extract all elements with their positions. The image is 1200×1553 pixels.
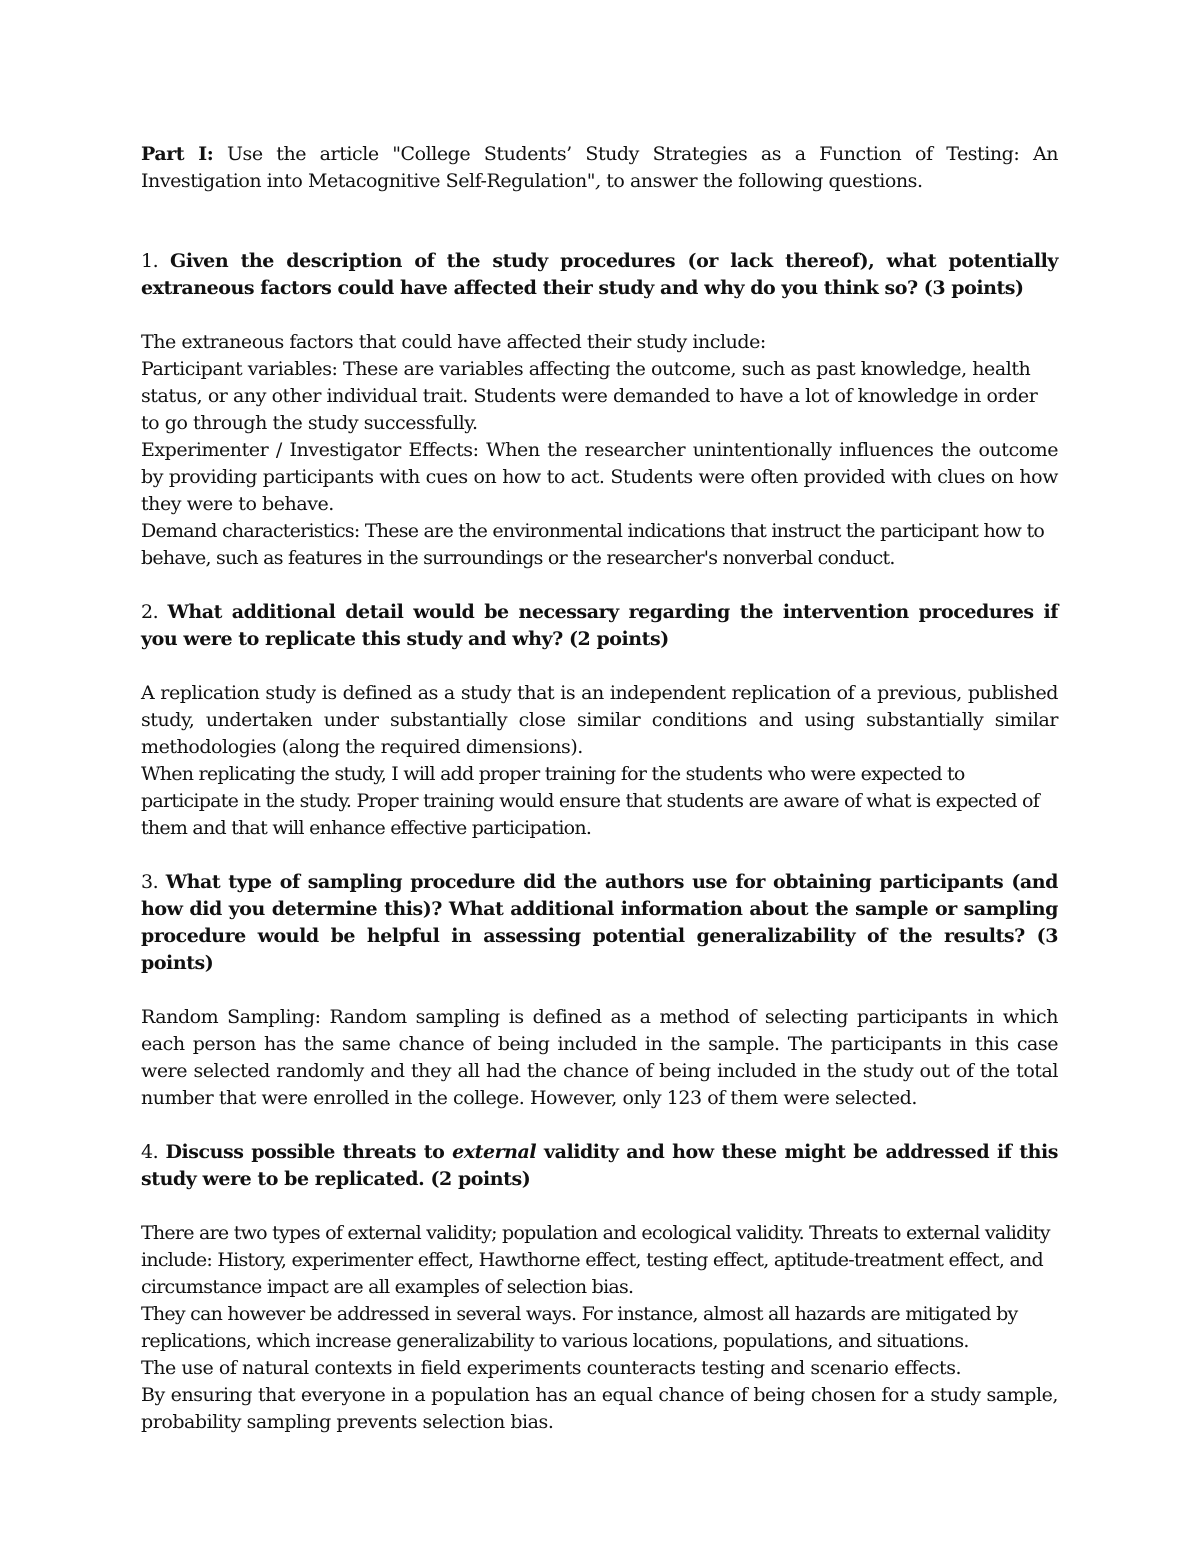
question-number: 3.: [141, 871, 166, 893]
document-page: [141, 141, 1058, 1436]
answer-line: By ensuring that everyone in a population has an equal chance of being chosen for a study sample, probability sampling prevents selection bias.: [141, 1384, 1058, 1433]
answer-line: A replication study is defined as a study that is an independent replication of a previous, published study, undertaken under substantially close similar conditions and using substantially similar methodologies (along the required dimensions).: [141, 682, 1058, 758]
answer-line: There are two types of external validity; population and ecological validity. Threats to external validity include: History, experimenter effect, Hawthorne effect, testing effect, aptitude-treatment effect, and circumstance impact are all examples of selection bias.: [141, 1222, 1050, 1298]
question-number: 1.: [141, 250, 171, 272]
question-4: [141, 1139, 1058, 1193]
question-number: 4.: [141, 1141, 166, 1163]
intro-comma: ,: [595, 170, 601, 192]
answer-line: Participant variables: These are variables affecting the outcome, such as past knowledge, health status, or any other individual trait. Students were demanded to have a lot of knowledge in order to go through the study successfully.: [141, 358, 1038, 434]
intro-paragraph: [141, 141, 1058, 195]
answer-line: Random Sampling: Random sampling is defined as a method of selecting participants in which each person has the same chance of being included in the sample. The participants in this case were selected randomly and they all had the chance of being included in the study out of the total number that were enrolled in the college. However, only 123 of them were selected.: [141, 1006, 1058, 1109]
question-text: What type of sampling procedure did the authors use for obtaining participants (and how did you determine this)? What additional information about the sample or sampling procedure would be helpful in assessing potential generalizability of the results? (3 points): [141, 871, 1058, 974]
intro-text: Use the article "College Students’ Study Strategies as a Function of Testing: An Investigation into Metacognitive Self-Regulation": [141, 143, 1059, 192]
question-1: [141, 248, 1058, 302]
answer-line: The extraneous factors that could have affected their study include:: [141, 331, 766, 353]
answer-line: Experimenter / Investigator Effects: When the researcher unintentionally influences the outcome by providing participants with cues on how to act. Students were often provided with clues on how they were to behave.: [141, 439, 1058, 515]
question-3: [141, 869, 1058, 977]
question-emphasis: external: [452, 1141, 537, 1163]
part-label: Part I:: [141, 143, 214, 165]
question-number: 2.: [141, 601, 168, 623]
question-text: Given the description of the study procedures (or lack thereof), what potentially extraneous factors could have affected their study and why do you think so? (3 points): [141, 250, 1058, 299]
answer-line: Demand characteristics: These are the environmental indications that instruct the participant how to behave, such as features in the surroundings or the researcher's nonverbal conduct.: [141, 520, 1045, 569]
intro-text-end: to answer the following questions.: [600, 170, 923, 192]
question-text-end: validity and how these might be addressed if this study were to be replicated. (2 points): [141, 1141, 1058, 1190]
question-text: What additional detail would be necessary regarding the intervention procedures if you were to replicate this study and why? (2 points): [141, 601, 1058, 650]
question-text: Discuss possible threats to: [165, 1141, 453, 1163]
answer-line: When replicating the study, I will add proper training for the students who were expected to participate in the study. Proper training would ensure that students are aware of what is expected of them and that will enhance effective participation.: [141, 763, 1039, 839]
answer-line: The use of natural contexts in field experiments counteracts testing and scenario effects.: [141, 1357, 962, 1379]
question-2: [141, 599, 1058, 653]
answer-line: They can however be addressed in several ways. For instance, almost all hazards are mitigated by replications, which increase generalizability to various locations, populations, and situations.: [141, 1303, 1018, 1352]
